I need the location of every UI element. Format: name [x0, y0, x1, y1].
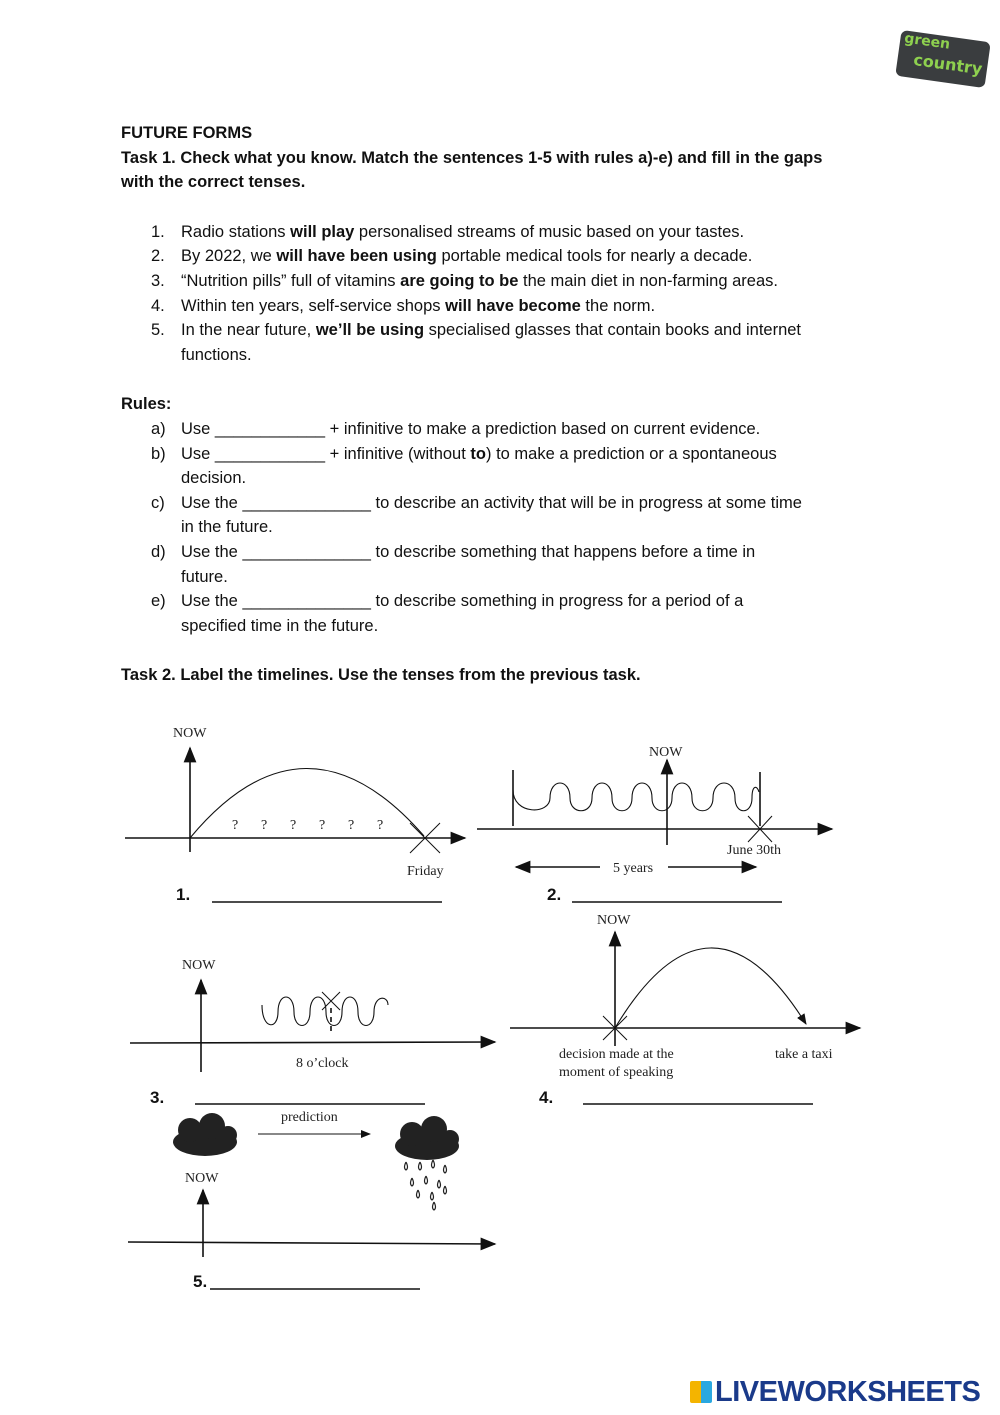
- sentence-number: 4.: [151, 297, 165, 315]
- decision-label: decision made at the: [559, 1047, 674, 1062]
- sentence-part: In the near future,: [181, 321, 316, 339]
- sentence-tense: will have become: [445, 297, 581, 315]
- answer-lines: [195, 902, 813, 1289]
- timeline-number: 1.: [176, 885, 191, 904]
- sentence-part: portable medical tools for nearly a decade.: [436, 247, 753, 265]
- rule-text-cont: future.: [181, 568, 228, 586]
- page-title: FUTURE FORMS: [121, 124, 253, 142]
- task2-heading: Task 2. Label the timelines. Use the tenses from the previous task.: [121, 666, 641, 684]
- time-label: 8 o’clock: [296, 1056, 349, 1071]
- rule-text: Use the ______________ to describe something in progress for a period of a: [181, 592, 744, 610]
- timeline-number: 4.: [539, 1088, 554, 1107]
- now-label: NOW: [173, 726, 207, 741]
- task1-heading: Task 1. Check what you know. Match the sentences 1-5 with rules a)-e) and fill in the gaps: [121, 149, 823, 167]
- question-mark: ?: [377, 818, 384, 833]
- sentence-number: 2.: [151, 247, 165, 265]
- rule-text-part: ) to make a prediction or a spontaneous: [485, 445, 777, 463]
- time-axis: [128, 1242, 495, 1244]
- sentence-part: specialised glasses that contain books and internet: [424, 321, 802, 339]
- sentence-part: the main diet in non-farming areas.: [518, 272, 778, 290]
- sentence-number: 1.: [151, 223, 165, 241]
- timeline-number: 3.: [150, 1088, 165, 1107]
- question-mark: ?: [319, 818, 326, 833]
- end-label: June 30th: [727, 843, 782, 858]
- sentence-part: Within ten years, self-service shops: [181, 297, 446, 315]
- sentence-tense: will play: [290, 223, 355, 241]
- sentence-part: personalised streams of music based on your tastes.: [354, 223, 745, 241]
- decision-label-cont: moment of speaking: [559, 1065, 674, 1080]
- raindrops-icon: [405, 1160, 447, 1210]
- cross-mark-icon: [322, 992, 340, 1010]
- rule-text: Use the ______________ to describe an activity that will be in progress at some time: [181, 494, 802, 512]
- rule-letter: d): [151, 543, 166, 561]
- dark-cloud-icon: [173, 1113, 237, 1156]
- sentence-part: “Nutrition pills” full of vitamins: [181, 272, 401, 290]
- logo-word: country: [912, 50, 984, 79]
- liveworksheets-text: LIVEWORKSHEETS: [715, 1376, 981, 1408]
- rules-heading: Rules:: [121, 395, 172, 413]
- decision-arc: [615, 948, 806, 1028]
- now-label: NOW: [185, 1171, 219, 1186]
- sentence-tense: will have been using: [276, 247, 437, 265]
- timeline-number: 2.: [547, 885, 562, 904]
- rule-letter: a): [151, 420, 166, 438]
- sentence-tense: are going to be: [400, 272, 519, 290]
- sentence-tense: we’ll be using: [315, 321, 425, 339]
- now-label: NOW: [649, 745, 683, 760]
- sentence-part: By 2022, we: [181, 247, 277, 265]
- rule-text: Use ____________ + infinitive to make a prediction based on current evidence.: [181, 420, 761, 438]
- logo-word: green: [903, 30, 952, 53]
- span-label: 5 years: [613, 861, 654, 876]
- question-mark: ?: [348, 818, 355, 833]
- rule-letter: c): [151, 494, 165, 512]
- task1-heading-cont: with the correct tenses.: [121, 173, 306, 191]
- now-label: NOW: [182, 958, 216, 973]
- sentence-part: the norm.: [580, 297, 656, 315]
- rule-text-cont: decision.: [181, 469, 247, 487]
- sentence-text-cont: functions.: [181, 346, 252, 364]
- liveworksheets-logo: [690, 1376, 980, 1409]
- question-mark: ?: [261, 818, 268, 833]
- rule-text-part: Use ____________ + infinitive (without: [181, 445, 471, 463]
- action-label: take a taxi: [775, 1047, 833, 1062]
- rule-letter: b): [151, 445, 166, 463]
- now-label: NOW: [597, 913, 631, 928]
- question-mark: ?: [232, 818, 239, 833]
- rule-text-cont: specified time in the future.: [181, 617, 379, 635]
- sentence-number: 3.: [151, 272, 165, 290]
- sentence-number: 5.: [151, 321, 165, 339]
- progress-wave: [262, 997, 388, 1026]
- prediction-label: prediction: [281, 1110, 338, 1125]
- rule-letter: e): [151, 592, 166, 610]
- end-label: Friday: [407, 864, 444, 879]
- sentence-part: Radio stations: [181, 223, 291, 241]
- question-mark: ?: [290, 818, 297, 833]
- rule-text: Use the ______________ to describe something that happens before a time in: [181, 543, 756, 561]
- prediction-arc: [190, 768, 424, 838]
- rule-text-bold: to: [470, 445, 486, 463]
- timeline-number: 5.: [193, 1272, 208, 1291]
- liveworksheets-icon: [690, 1381, 712, 1403]
- timeline-1: [125, 748, 465, 853]
- rule-text-cont: in the future.: [181, 518, 273, 536]
- time-axis: [130, 1042, 495, 1043]
- continuous-wave: [513, 783, 759, 811]
- timeline-4: [510, 932, 860, 1046]
- rain-cloud-icon: [395, 1116, 459, 1160]
